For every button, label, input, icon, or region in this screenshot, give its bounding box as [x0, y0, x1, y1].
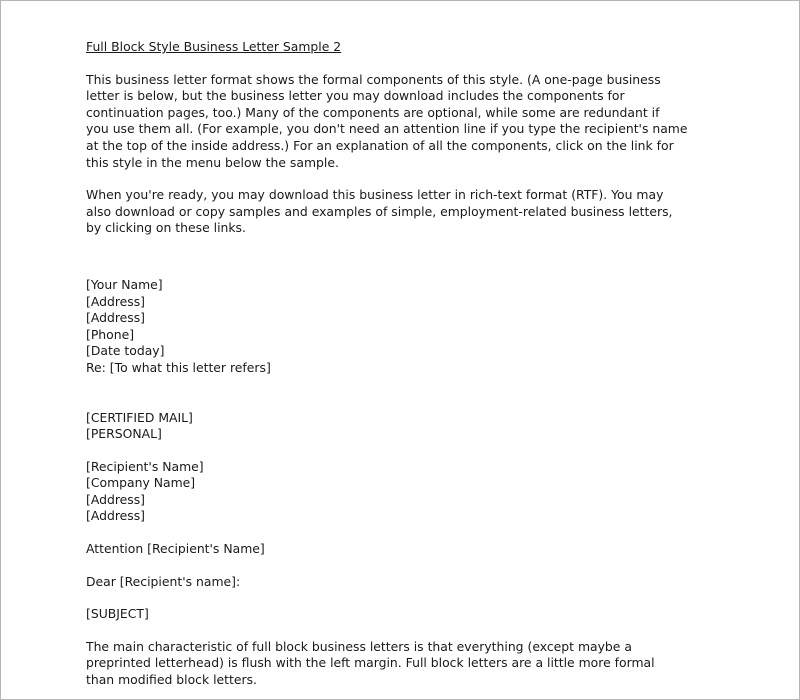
download-line: by clicking on these links. — [86, 220, 246, 236]
sender-address: [Address] — [86, 293, 146, 309]
intro-line: This business letter format shows the formal components of this style. (A one-page business — [86, 71, 661, 87]
sender-block — [86, 277, 746, 377]
recipient-name: [Recipient's Name] — [86, 458, 204, 474]
body-line: preprinted letterhead) is flush with the left margin. Full block letters are a little more formal — [86, 655, 655, 671]
body-line: The main characteristic of full block business letters is that everything (except maybe a — [86, 638, 632, 654]
intro-line: you use them all. (For example, you don't need an attention line if you type the recipient's name — [86, 121, 688, 137]
intro-line: letter is below, but the business letter you may download includes the components for — [86, 88, 625, 104]
sender-date: [Date today] — [86, 343, 165, 359]
intro-line: at the top of the inside address.) For an explanation of all the components, click on the link for — [86, 137, 674, 153]
letter-content — [86, 39, 746, 689]
recipient-company: [Company Name] — [86, 475, 196, 491]
recipient-block — [86, 459, 746, 525]
download-line: also download or copy samples and examples of simple, employment-related business letters, — [86, 203, 673, 219]
personal-notation: [PERSONAL] — [86, 426, 162, 442]
body-paragraph — [86, 639, 746, 689]
sender-phone: [Phone] — [86, 326, 135, 342]
intro-paragraph — [86, 72, 746, 172]
intro-line: continuation pages, too.) Many of the components are optional, while some are redundant if — [86, 104, 660, 120]
notation-block — [86, 410, 746, 443]
attention-line: Attention [Recipient's Name] — [86, 541, 265, 557]
document-title: Full Block Style Business Letter Sample 2 — [86, 39, 342, 54]
download-paragraph — [86, 187, 746, 237]
intro-line: this style in the menu below the sample. — [86, 154, 339, 170]
salutation: Dear [Recipient's name]: — [86, 573, 241, 589]
reference-line: Re: [To what this letter refers] — [86, 359, 271, 375]
recipient-address: [Address] — [86, 508, 146, 524]
download-line: When you're ready, you may download this business letter in rich-text format (RTF). You may — [86, 187, 664, 203]
sender-address: [Address] — [86, 310, 146, 326]
sender-name: [Your Name] — [86, 276, 163, 292]
certified-mail-notation: [CERTIFIED MAIL] — [86, 409, 193, 425]
recipient-address: [Address] — [86, 491, 146, 507]
body-line: than modified block letters. — [86, 672, 257, 688]
subject-line: [SUBJECT] — [86, 606, 149, 622]
